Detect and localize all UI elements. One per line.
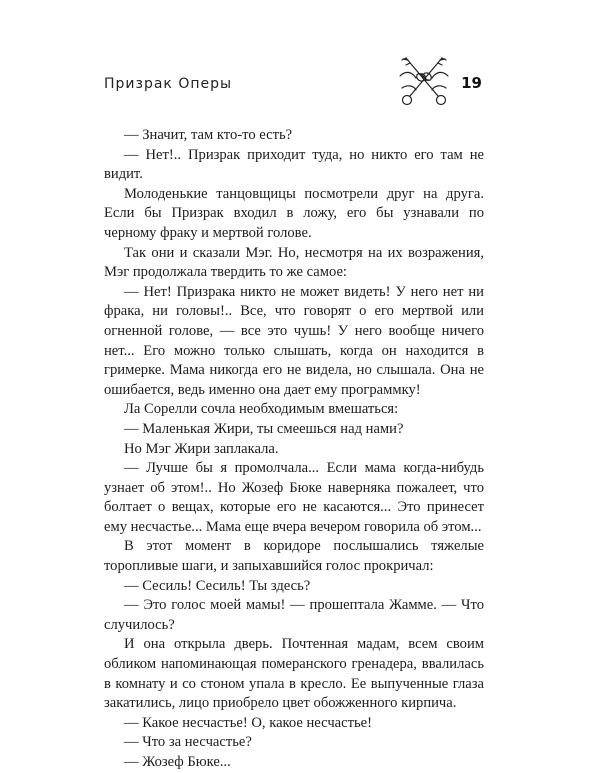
paragraph: — Сесиль! Сесиль! Ты здесь? [124, 577, 311, 594]
paragraph: — Жозеф Бюке... [124, 754, 231, 770]
page-number: 19 [461, 74, 482, 92]
paragraph: — Лучше бы я промолчала... Если мама когда-нибудь узнает об этом!.. Но Жозеф Бюке наверняка пожалеет, что болтает о вещах, которые его не касаются... Это принесет ему несчастье... Мама еще вчера вечером говорила об этом... [104, 460, 484, 535]
paragraph: — Нет!.. Призрак приходит туда, но никто его там не видит. [104, 146, 484, 183]
crossed-keys-ornament-icon [394, 50, 454, 108]
paragraph: — Значит, там кто-то есть? [124, 127, 293, 143]
body-text [104, 126, 484, 773]
page-header [104, 72, 500, 112]
paragraph: — Маленькая Жири, ты смеешься над нами? [124, 420, 404, 437]
paragraph: — Нет! Призрака никто не может видеть! У него нет ни фрака, ни головы!.. Все, что говорят о его мертвой или огненной голове, — все это чушь! У него вообще ничего нет... Его можно только слышать, когда он находится в гримерке. Мама никогда его не видела, но слышала. Она не ошибается, ведь именно она дает ему программку! [104, 283, 484, 398]
paragraph: — Это голос моей мамы! — прошептала Жамме. — Что случилось? [104, 597, 484, 633]
paragraph: Молоденькие танцовщицы посмотрели друг на друга. Если бы Призрак входил в ложу, его бы узнавали по черному фраку и мертвой голове. [104, 185, 484, 241]
paragraph: — Какое несчастье! О, какое несчастье! [124, 714, 372, 731]
paragraph: Так они и сказали Мэг. Но, несмотря на их возражения, Мэг продолжала твердить то же самое: [104, 244, 484, 281]
running-title: Призрак Оперы [104, 76, 233, 92]
paragraph: Но Мэг Жири заплакала. [124, 440, 279, 457]
paragraph: Ла Сорелли сочла необходимым вмешаться: [124, 401, 399, 418]
paragraph: В этот момент в коридоре послышались тяжелые торопливые шаги, и запыхавшийся голос прокричал: [104, 538, 484, 575]
paragraph: И она открыла дверь. Почтенная мадам, всем своим обликом напоминающая померанского гренадера, ввалилась в комнату и со стоном упала в кресло. Ее выпученные глаза закатились, лицо приобрело цвет обожженного кирпича. [104, 636, 484, 712]
paragraph: — Что за несчастье? [124, 734, 252, 751]
